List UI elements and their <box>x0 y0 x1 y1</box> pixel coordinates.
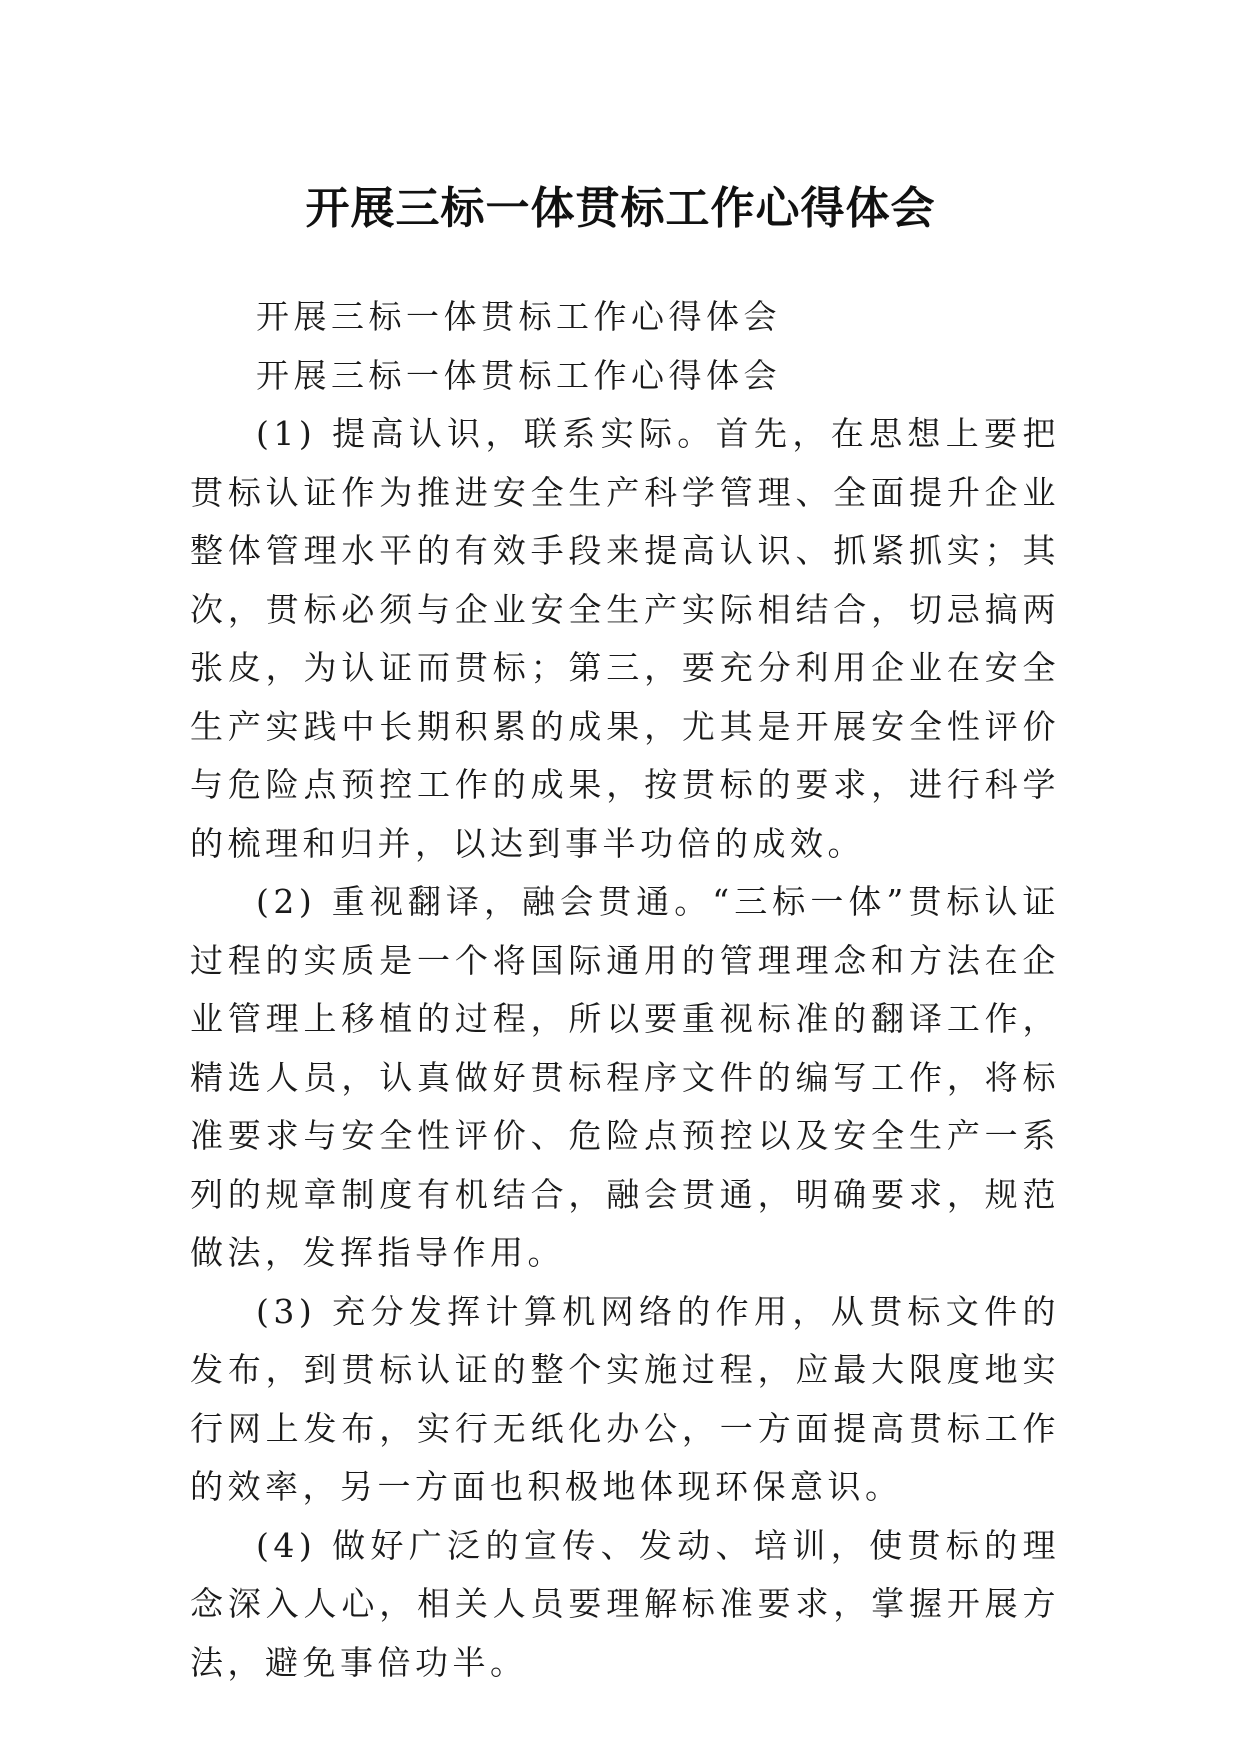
paragraph-subtitle-1: 开展三标一体贯标工作心得体会 <box>256 297 781 336</box>
document-body <box>190 288 1060 1692</box>
paragraph-point-3: (3) 充分发挥计算机网络的作用，从贯标文件的发布，到贯标认证的整个实施过程，应最大限度地实行网上发布，实行无纸化办公，一方面提高贯标工作的效率，另一方面也积极地体现环保意识。 <box>190 1291 1060 1506</box>
document-title: 开展三标一体贯标工作心得体会 <box>305 183 936 235</box>
paragraph-point-1: (1) 提高认识，联系实际。首先，在思想上要把贯标认证作为推进安全生产科学管理、全面提升企业整体管理水平的有效手段来提高认识、抓紧抓实；其次，贯标必须与企业安全生产实际相结合，切忌搞两张皮，为认证而贯标；第三，要充分利用企业在安全生产实践中长期积累的成果，尤其是开展安全性评价与危险点预控工作的成果，按贯标的要求，进行科学的梳理和归并，以达到事半功倍的成效。 <box>190 414 1060 863</box>
paragraph-point-2: (2) 重视翻译，融会贯通。“三标一体”贯标认证过程的实质是一个将国际通用的管理理念和方法在企业管理上移植的过程，所以要重视标准的翻译工作，精选人员，认真做好贯标程序文件的编写工作，将标准要求与安全性评价、危险点预控以及安全生产一系列的规章制度有机结合，融会贯通，明确要求，规范做法，发挥指导作用。 <box>190 882 1060 1272</box>
paragraph-point-4: (4) 做好广泛的宣传、发动、培训，使贯标的理念深入人心，相关人员要理解标准要求，掌握开展方法，避免事倍功半。 <box>190 1525 1060 1682</box>
paragraph-subtitle-2: 开展三标一体贯标工作心得体会 <box>256 355 781 395</box>
